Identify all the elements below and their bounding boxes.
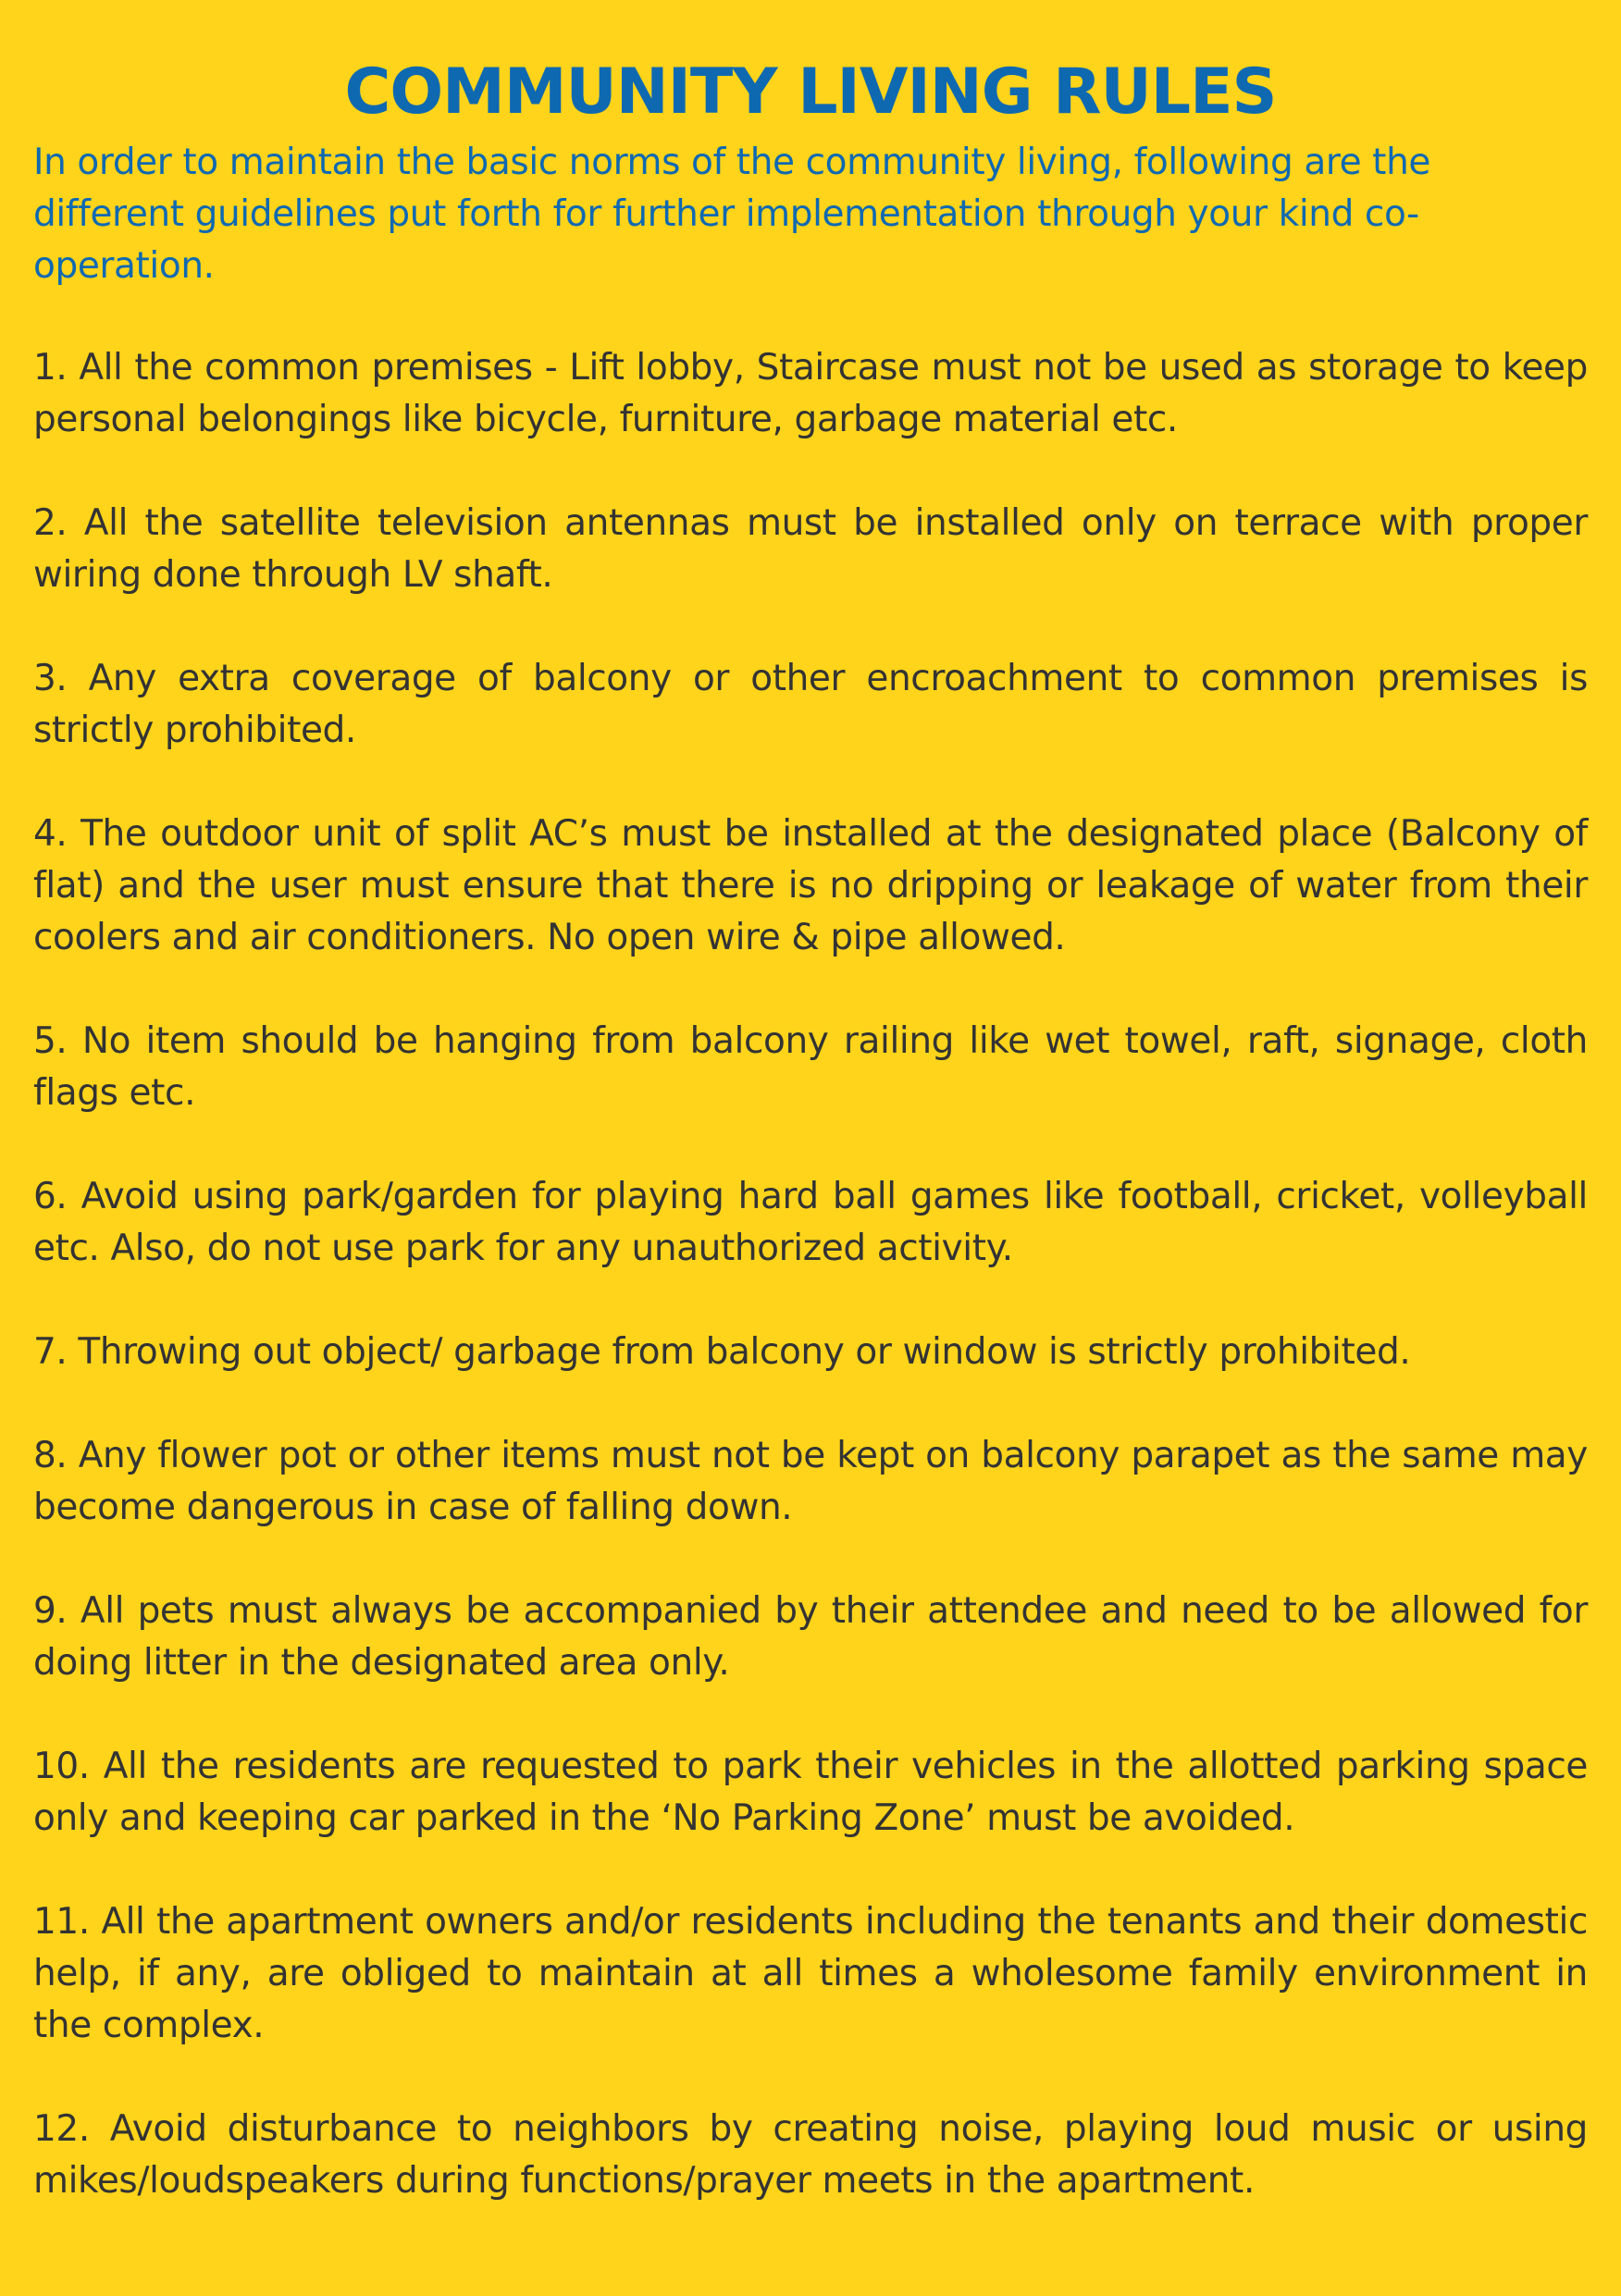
rule-item: 11. All the apartment owners and/or residents including the tenants and their domestic help, if any, are obliged to maintain at all times a wholesome family environment in the complex. — [33, 1901, 1588, 2046]
intro-paragraph: In order to maintain the basic norms of the community living, following are the different guidelines put forth for further implementation through your kind co-operation. — [33, 142, 1430, 287]
rule-item: 9. All pets must always be accompanied by their attendee and need to be allowed for doing litter in the designated area only. — [33, 1590, 1588, 1684]
rule-item: 6. Avoid using park/garden for playing hard ball games like football, cricket, volleyball etc. Also, do not use park for any unauthorized activity. — [33, 1176, 1588, 1269]
rule-item: 12. Avoid disturbance to neighbors by creating noise, playing loud music or using mikes/loudspeakers during functions/prayer meets in the apartment. — [33, 2108, 1588, 2202]
rule-item: 1. All the common premises - Lift lobby, Staircase must not be used as storage to keep personal belongings like bicycle, furniture, garbage material etc. — [33, 347, 1588, 440]
rule-item: 8. Any flower pot or other items must not be kept on balcony parapet as the same may become dangerous in case of falling down. — [33, 1435, 1588, 1528]
rule-item: 2. All the satellite television antennas must be installed only on terrace with proper wiring done through LV shaft. — [33, 502, 1588, 596]
rule-item: 7. Throwing out object/ garbage from balcony or window is strictly prohibited. — [33, 1331, 1411, 1373]
rule-item: 10. All the residents are requested to park their vehicles in the allotted parking space only and keeping car parked in the ‘No Parking Zone’ must be avoided. — [33, 1746, 1588, 1839]
rule-item: 3. Any extra coverage of balcony or other encroachment to common premises is strictly prohibited. — [33, 658, 1588, 751]
rule-item: 4. The outdoor unit of split AC’s must be installed at the designated place (Balcony of flat) and the user must ensure that there is no dripping or leakage of water from their coolers and air conditioners. No open wire & pipe allowed. — [33, 813, 1588, 958]
page-title: COMMUNITY LIVING RULES — [344, 56, 1277, 129]
rule-item: 5. No item should be hanging from balcony railing like wet towel, raft, signage, cloth flags etc. — [33, 1020, 1588, 1114]
